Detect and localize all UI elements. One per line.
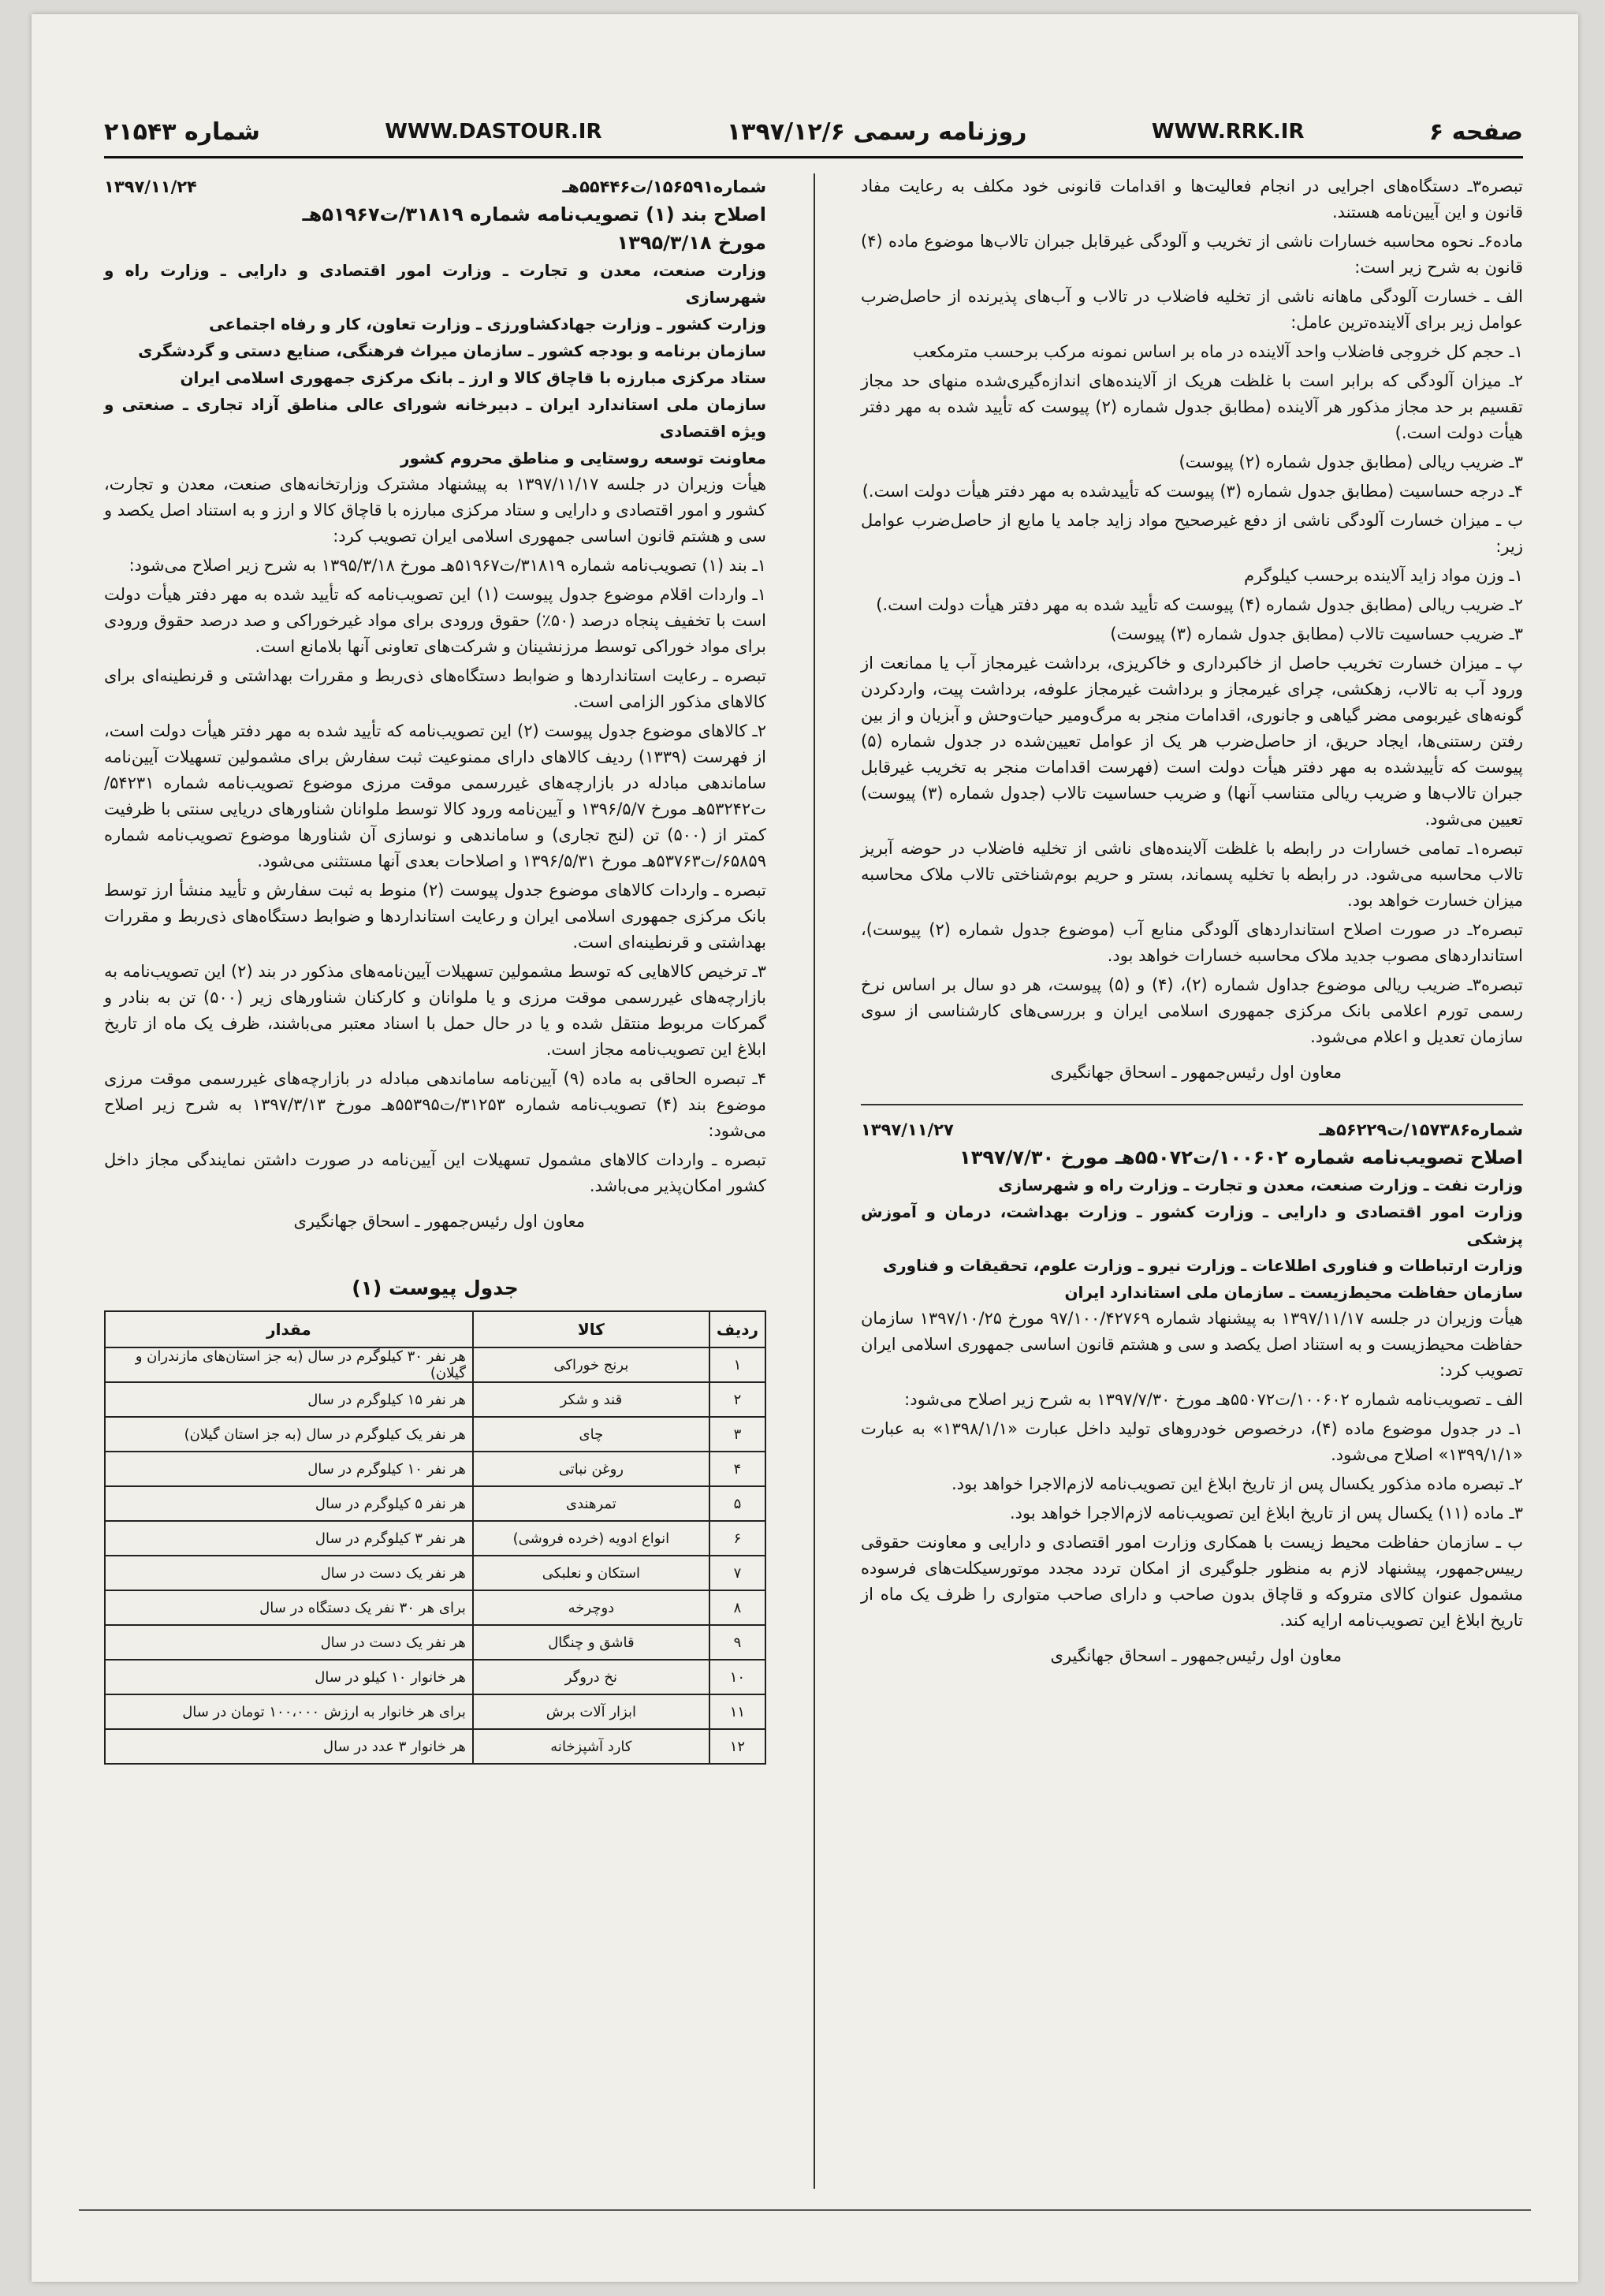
table-row [105,1521,765,1556]
doc-title: اصلاح بند (۱) تصویب‌نامه شماره ۳۱۸۱۹/ت۵۱۹۶۷هـ [302,203,766,226]
table-row [105,1660,765,1694]
paragraph: تبصره۳ـ دستگاه‌های اجرایی در انجام فعالیت‌ها و اقدامات قانونی خود مکلف به رعایت مفاد قانون و این آیین‌نامه هستند. [861,177,1523,222]
doc-date: ۱۳۹۷/۱۱/۲۴ [104,177,197,196]
addressee: معاونت توسعه روستایی و مناطق محروم کشور [400,449,766,468]
paragraph: تبصره۱ـ تمامی خسارات در رابطه با غلظت آلاینده‌های ناشی از تخلیه فاضلاب در حوضه آبریز تالاب محاسبه می‌شود. در رابطه با تخلیه پسماند، بستر و حریم بوم‌شناختی تالاب ملاک محاسبه میزان خسارت خواهد بود. [861,839,1523,910]
row-number-cell: ۷ [709,1556,765,1590]
row-number-cell: ۳ [709,1417,765,1452]
addressee: وزارت ارتباطات و فناوری اطلاعات ـ وزارت نیرو ـ وزارت علوم، تحقیقات و فناوری [882,1256,1523,1275]
paragraph: ب ـ سازمان حفاظت محیط زیست با همکاری وزارت امور اقتصادی و دارایی و معاونت حقوقی رییس‌جمهور، پیشنهاد لازم به منظور جلوگیری از امکان تردد مجدد موتورسیکلت‌های فرسوده مشمول عنوان کالای متروکه و قاچاق بدون صاحب و دارای صاحب متواری را ظرف یک ماه از تاریخ ابلاغ این تصویب‌نامه ارایه کند. [861,1533,1523,1630]
left-column [104,173,766,2189]
row-number-cell: ۴ [709,1452,765,1486]
quantity-cell: هر نفر یک دست در سال [105,1556,473,1590]
table-row [105,1694,765,1729]
row-number-cell: ۱۲ [709,1729,765,1764]
signature: معاون اول رئیس‌جمهور ـ اسحاق جهانگیری [1050,1646,1342,1665]
addressee: وزارت کشور ـ وزارت جهادکشاورزی ـ وزارت تعاون، کار و رفاه اجتماعی [209,315,766,334]
quantity-cell: هر نفر یک کیلوگرم در سال (به جز استان گیلان) [105,1417,473,1452]
site-dastour: WWW.DASTOUR.IR [385,120,602,144]
item-cell: چای [473,1417,709,1452]
doc-meta [861,1116,1523,1143]
paragraph: ۱ـ واردات اقلام موضوع جدول پیوست (۱) این تصویب‌نامه که تأیید شده به مهر دفتر هیأت دولت است با تخفیف پنجاه درصد (۵۰٪) حقوق ورودی برای مواد غیرخوراکی و صد درصد حقوق ورودی برای مواد خوراکی توسط مرزنشینان و شرکت‌های تعاونی آنها بلامانع است. [104,585,766,656]
addressee: سازمان ملی استاندارد ایران ـ دبیرخانه شورای عالی مناطق آزاد تجاری ـ صنعتی و ویژه اقتصادی [104,395,766,441]
paragraph: ۱ـ بند (۱) تصویب‌نامه شماره ۳۱۸۱۹/ت۵۱۹۶۷هـ مورخ ۱۳۹۵/۳/۱۸ به شرح زیر اصلاح می‌شود: [128,556,766,575]
gazette-date: روزنامه رسمی ۱۳۹۷/۱۲/۶ [726,117,1027,146]
row-number-cell: ۲ [709,1382,765,1417]
page-number: صفحه ۶ [1428,117,1523,146]
quantity-cell: هر خانوار ۳ عدد در سال [105,1729,473,1764]
paragraph: ۱ـ در جدول موضوع ماده (۴)، درخصوص خودروهای تولید داخل عبارت «۱۳۹۸/۱/۱» به عبارت «۱۳۹۹/۱/۱» اصلاح می‌شود. [861,1419,1523,1464]
paragraph: ۳ـ ضریب ریالی (مطابق جدول شماره (۲) پیوست) [1179,453,1523,472]
paragraph: ۲ـ ضریب ریالی (مطابق جدول شماره (۴) پیوست که تأیید شده به مهر دفتر هیأت دولت است.) [876,595,1523,614]
item-cell: ابزار آلات برش [473,1694,709,1729]
paragraph: ۱ـ حجم کل خروجی فاضلاب واحد آلاینده در ماه بر اساس نمونه مرکب برحسب مترمکعب [912,342,1523,361]
paragraph: تبصره۳ـ ضریب ریالی موضوع جداول شماره (۲)، (۴) و (۵) پیوست، هر دو سال بر اساس نرخ رسمی تورم اعلامی بانک مرکزی جمهوری اسلامی ایران و بررسی‌های کارشناسی از سوی سازمان تعدیل و اعلام می‌شود. [861,975,1523,1046]
item-cell: استکان و نعلبکی [473,1556,709,1590]
table-row [105,1556,765,1590]
paragraph: ۳ـ ترخیص کالاهایی که توسط مشمولین تسهیلات آیین‌نامه‌های مذکور در بند (۲) این تصویب‌نامه به بازارچه‌های غیررسمی موقت مرزی و یا ملوانان و کارکنان شناورهای زیر (۵۰۰) تن به بنادر و گمرکات مربوط منتقل شده و یا در حال حمل با اسناد معتبر می‌باشند، ظرف یک ماه از تاریخ ابلاغ این تصویب‌نامه مجاز است. [104,962,766,1059]
paragraph: ۲ـ میزان آلودگی که برابر است با غلظت هریک از آلاینده‌های اندازه‌گیری‌شده منهای حد مجاز تقسیم بر حد مجاز مذکور هر آلاینده (مطابق جدول شماره (۲) پیوست که تأیید شده به مهر دفتر هیأت دولت است.) [861,371,1523,442]
paragraph: پ ـ میزان خسارت تخریب حاصل از خاکبرداری و خاکریزی، برداشت غیرمجاز آب یا ممانعت از ورود آب به تالاب، زهکشی، چرای غیرمجاز و برداشت غیرمجاز علوفه، برداشت پیت، واردکردن گونه‌های غیربومی مضر گیاهی و جانوری، اقدامات منجر به مرگ‌ومیر حیات‌وحش و آبزیان و از بین رفتن رستنی‌ها، ایجاد حریق، از حاصل‌ضرب هر یک از عوامل تعیین‌شده در جدول شماره (۵) پیوست که تأییدشده به مهر دفتر هیأت دولت است (فهرست اقدامات منجر به تخریب غیرقابل جبران تالاب‌ها و ضریب ریالی متناسب آنها) و ضریب حساسیت تالاب (جدول شماره (۳) پیوست) تعیین می‌شود. [861,654,1524,829]
column-header: ردیف [709,1311,765,1347]
row-number-cell: ۸ [709,1590,765,1625]
item-cell: انواع ادویه (خرده فروشی) [473,1521,709,1556]
paragraph: تبصره ـ واردات کالاهای موضوع جدول پیوست (۲) منوط به ثبت سفارش و تأیید منشأ ارز توسط بانک مرکزی جمهوری اسلامی ایران و رعایت استانداردها و ضوابط دستگاه‌های ذی‌ربط و مقررات بهداشتی و قرنطینه‌ای است. [104,881,766,952]
quantity-cell: هر نفر ۱۵ کیلوگرم در سال [105,1382,473,1417]
column-divider [814,173,815,2189]
paragraph: ۳ـ ماده (۱۱) یکسال پس از تاریخ ابلاغ این تصویب‌نامه لازم‌الاجرا خواهد بود. [1009,1504,1523,1523]
gazette-page [104,107,1523,2189]
row-number-cell: ۶ [709,1521,765,1556]
table-row [105,1486,765,1521]
table-row [105,1452,765,1486]
addressee: ستاد مرکزی مبارزه با قاچاق کالا و ارز ـ بانک مرکزی جمهوری اسلامی ایران [180,368,766,387]
quantity-cell: هر خانوار ۱۰ کیلو در سال [105,1660,473,1694]
addressee: سازمان حفاظت محیط‌زیست ـ سازمان ملی استاندارد ایران [1064,1283,1523,1302]
item-cell: کارد آشپزخانه [473,1729,709,1764]
table-row [105,1382,765,1417]
doc-number: شماره۱۵۶۵۹۱/ت۵۵۴۴۶هـ [562,177,766,196]
item-cell: تمرهندی [473,1486,709,1521]
paragraph: ۱ـ وزن مواد زاید آلاینده برحسب کیلوگرم [1244,566,1523,585]
paragraph: تبصره ـ رعایت استانداردها و ضوابط دستگاه‌های ذی‌ربط و مقررات بهداشتی و قرنطینه‌ای برای کالاهای مذکور الزامی است. [104,666,766,711]
table-body [105,1347,765,1764]
paragraph: الف ـ خسارت آلودگی ماهانه ناشی از تخلیه فاضلاب در تالاب و آب‌های پذیرنده از حاصل‌ضرب عوامل زیر برای آلاینده‌ترین عامل: [861,287,1523,332]
item-cell: برنج خوراکی [473,1347,709,1382]
signature: معاون اول رئیس‌جمهور ـ اسحاق جهانگیری [1050,1063,1342,1082]
right-column [861,173,1523,2189]
row-number-cell: ۱ [709,1347,765,1382]
site-rrk: WWW.RRK.IR [1151,120,1305,144]
paragraph: تبصره۲ـ در صورت اصلاح استانداردهای آلودگی منابع آب (موضوع جدول شماره (۲) پیوست)، استانداردهای مصوب جدید ملاک محاسبه خسارات خواهد بود. [861,920,1523,965]
quantity-cell: برای هر ۳۰ نفر یک دستگاه در سال [105,1590,473,1625]
item-cell: قند و شکر [473,1382,709,1417]
quantity-cell: هر نفر ۵ کیلوگرم در سال [105,1486,473,1521]
paragraph: ۴ـ درجه حساسیت (مطابق جدول شماره (۳) پیوست که تأییدشده به مهر دفتر هیأت دولت است.) [862,482,1523,501]
item-cell: دوچرخه [473,1590,709,1625]
page-header [104,107,1523,158]
addressee: وزارت صنعت، معدن و تجارت ـ وزارت امور اقتصادی و دارایی ـ وزارت راه و شهرسازی [104,261,766,307]
item-cell: نخ دروگر [473,1660,709,1694]
table-row [105,1417,765,1452]
doc-title-date: مورخ ۱۳۹۵/۳/۱۸ [616,232,766,254]
section-divider [861,1104,1523,1105]
table-title: جدول پیوست (۱) [352,1277,519,1299]
table-row [105,1625,765,1660]
addressee: سازمان برنامه و بودجه کشور ـ سازمان میراث فرهنگی، صنایع دستی و گردشگری [138,341,766,360]
paragraph: ۲ـ تبصره ماده مذکور یکسال پس از تاریخ ابلاغ این تصویب‌نامه لازم‌الاجرا خواهد بود. [951,1474,1523,1493]
doc-title: اصلاح تصویب‌نامه شماره ۱۰۰۶۰۲/ت۵۵۰۷۲هـ مورخ ۱۳۹۷/۷/۳۰ [959,1146,1523,1168]
table-row [105,1729,765,1764]
quantity-cell: برای هر خانوار به ارزش ۱۰۰،۰۰۰ تومان در سال [105,1694,473,1729]
appendix-table [104,1310,766,1765]
row-number-cell: ۵ [709,1486,765,1521]
table-header-row [105,1311,765,1347]
paragraph: ۳ـ ضریب حساسیت تالاب (مطابق جدول شماره (۳) پیوست) [1110,624,1523,643]
paragraph: هیأت وزیران در جلسه ۱۳۹۷/۱۱/۱۷ به پیشنهاد شماره ۹۷/۱۰۰/۴۲۷۶۹ مورخ ۱۳۹۷/۱۰/۲۵ سازمان حفاظت محیط‌زیست و به استناد اصل یکصد و سی و هشتم قانون اساسی جمهوری اسلامی ایران تصویب کرد: [861,1309,1524,1380]
footer-rule [79,2209,1531,2211]
quantity-cell: هر نفر ۱۰ کیلوگرم در سال [105,1452,473,1486]
paragraph: تبصره ـ واردات کالاهای مشمول تسهیلات این آیین‌نامه در صورت داشتن نمایندگی مجاز داخل کشور امکان‌پذیر می‌باشد. [104,1150,766,1195]
paragraph: ۴ـ تبصره الحاقی به ماده (۹) آیین‌نامه ساماندهی مبادله در بازارچه‌های غیررسمی موقت مرزی موضوع بند (۴) تصویب‌نامه شماره ۳۱۲۵۳/ت۵۵۳۹۵هـ مورخ ۱۳۹۷/۳/۱۳ به شرح زیر اصلاح می‌شود: [104,1069,766,1140]
addressee: وزارت نفت ـ وزارت صنعت، معدن و تجارت ـ وزارت راه و شهرسازی [998,1176,1523,1195]
item-cell: قاشق و چنگال [473,1625,709,1660]
paragraph: ب ـ میزان خسارت آلودگی ناشی از دفع غیرصحیح مواد زاید جامد یا مایع از حاصل‌ضرب عوامل زیر: [861,511,1523,556]
row-number-cell: ۱۰ [709,1660,765,1694]
paragraph: هیأت وزیران در جلسه ۱۳۹۷/۱۱/۱۷ به پیشنهاد مشترک وزارتخانه‌های صنعت، معدن و تجارت، کشور و امور اقتصادی و دارایی و ستاد مرکزی مبارزه با قاچاق کالا و ارز و به استناد اصل یکصد و سی و هشتم قانون اساسی جمهوری اسلامی ایران تصویب کرد: [104,475,766,546]
row-number-cell: ۹ [709,1625,765,1660]
paragraph: ماده۶ـ نحوه محاسبه خسارات ناشی از تخریب و آلودگی غیرقابل جبران تالاب‌ها موضوع ماده (۴) قانون به شرح زیر است: [861,232,1523,277]
gazette-sheet [32,14,1578,2282]
quantity-cell: هر نفر یک دست در سال [105,1625,473,1660]
table-row [105,1347,765,1382]
quantity-cell: هر نفر ۳۰ کیلوگرم در سال (به جز استان‌های مازندران و گیلان) [105,1347,473,1382]
addressee: وزارت امور اقتصادی و دارایی ـ وزارت کشور ـ وزارت بهداشت، درمان و آموزش پزشکی [861,1202,1523,1248]
signature: معاون اول رئیس‌جمهور ـ اسحاق جهانگیری [293,1212,585,1231]
doc-date: ۱۳۹۷/۱۱/۲۷ [861,1120,954,1139]
item-cell: روغن نباتی [473,1452,709,1486]
paragraph: ۲ـ کالاهای موضوع جدول پیوست (۲) این تصویب‌نامه که تأیید شده به مهر دفتر هیأت دولت است، از فهرست (۱۳۳۹) ردیف کالاهای دارای ممنوعیت ثبت سفارش برای مشمولین تسهیلات آیین‌نامه ساماندهی مبادله در بازارچه‌های غیررسمی موقت مرزی موضوع تصویب‌نامه شماره ۵۴۲۳۱/ت۵۳۲۴۲هـ مورخ ۱۳۹۶/۵/۷ و آیین‌نامه ورود کالا توسط ملوانان شناورهای دریایی سنتی با ظرفیت کمتر از (۵۰۰) تن (لنج تجاری) و ساماندهی و نوسازی آن شناورها موضوع تصویب‌نامه شماره ۶۵۸۵۹/ت۵۳۷۶۳هـ مورخ ۱۳۹۶/۵/۳۱ و اصلاحات بعدی آنها مستثنی می‌شود. [104,721,766,870]
quantity-cell: هر نفر ۳ کیلوگرم در سال [105,1521,473,1556]
row-number-cell: ۱۱ [709,1694,765,1729]
paragraph: الف ـ تصویب‌نامه شماره ۱۰۰۶۰۲/ت۵۵۰۷۲هـ مورخ ۱۳۹۷/۷/۳۰ به شرح زیر اصلاح می‌شود: [904,1390,1523,1409]
doc-meta [104,173,766,200]
column-header: مقدار [105,1311,473,1347]
table-row [105,1590,765,1625]
doc-number: شماره۱۵۷۳۸۶/ت۵۶۲۲۹هـ [1319,1120,1523,1139]
column-header: کالا [473,1311,709,1347]
issue-number: شماره ۲۱۵۴۳ [104,117,260,146]
